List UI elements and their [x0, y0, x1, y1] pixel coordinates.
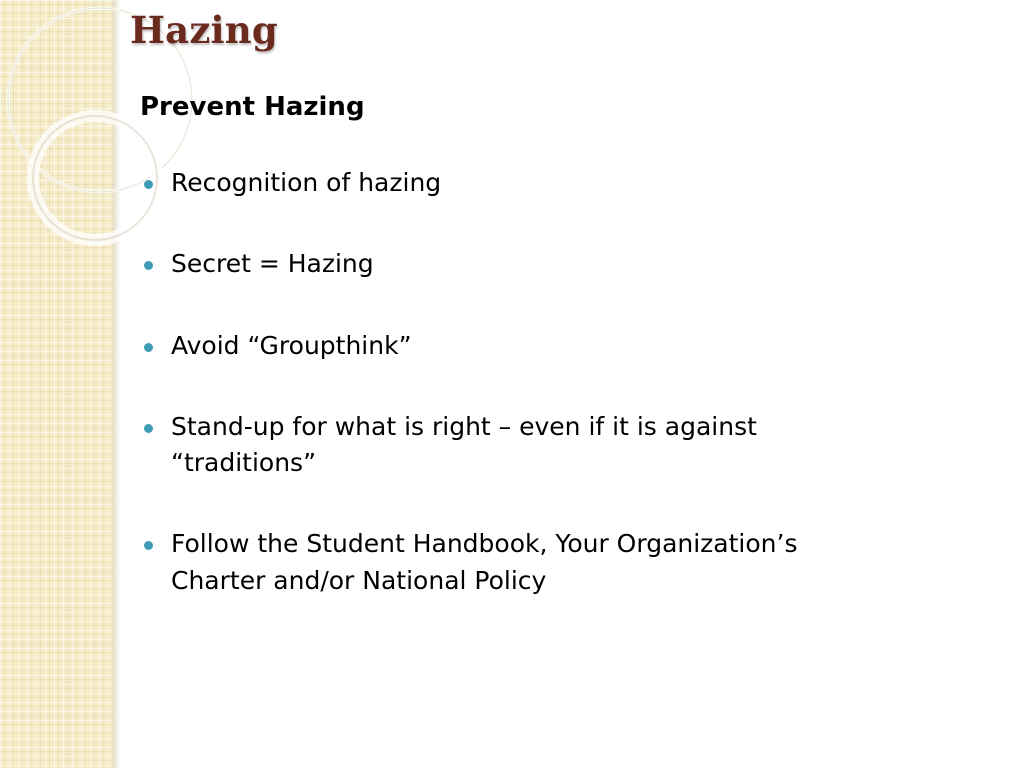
bullet-text: Recognition of hazing — [171, 168, 442, 198]
bullet-text: Follow the Student Handbook, Your Organization’s Charter and/or National Policy — [171, 529, 798, 595]
bullet-list — [140, 165, 900, 599]
list-item — [140, 246, 881, 282]
bullet-dot-icon — [144, 180, 153, 189]
list-item — [140, 526, 881, 599]
bullet-text: Stand-up for what is right – even if it is against “traditions” — [171, 411, 757, 478]
bullet-dot-icon — [144, 343, 153, 352]
slide-subheading: Prevent Hazing — [140, 92, 365, 122]
list-item — [140, 409, 881, 482]
bullet-dot-icon — [144, 424, 153, 433]
bullet-dot-icon — [144, 541, 153, 550]
slide-title: Hazing — [130, 8, 278, 52]
list-item — [140, 165, 881, 201]
bullet-text: Secret = Hazing — [171, 249, 374, 279]
bullet-dot-icon — [144, 261, 153, 270]
bullet-text: Avoid “Groupthink” — [171, 330, 412, 360]
list-item — [140, 328, 881, 364]
slide-content — [140, 92, 900, 644]
